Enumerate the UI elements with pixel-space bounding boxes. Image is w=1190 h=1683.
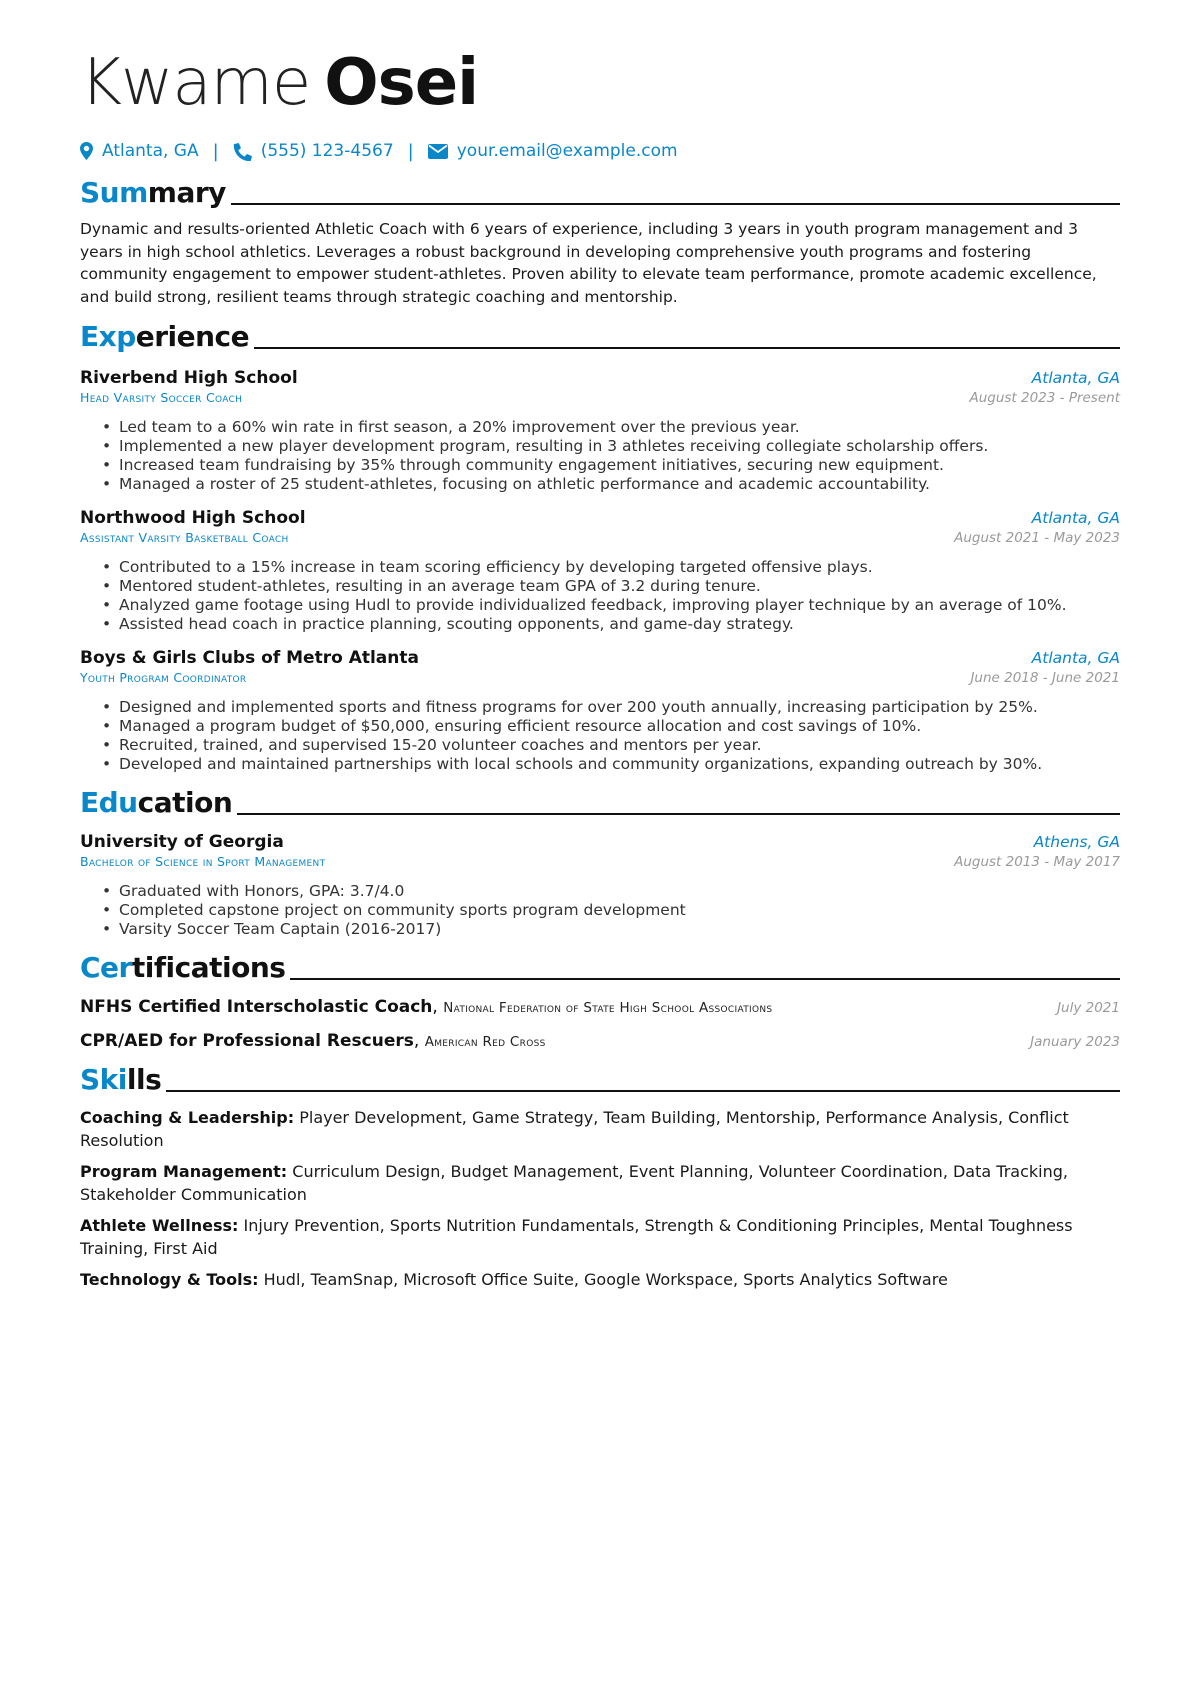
- entry-bullets: [102, 558, 1120, 634]
- skill-list: Curriculum Design, Budget Management, Event Planning, Volunteer Coordination, Data Tracking, Stakeholder Communication: [80, 1162, 1068, 1204]
- experience-entry: [80, 508, 1120, 634]
- entry-location: Atlanta, GA: [1031, 509, 1120, 527]
- contact-separator: |: [212, 140, 219, 162]
- entry-location: Athens, GA: [1033, 833, 1120, 851]
- entry-organization: Boys & Girls Clubs of Metro Atlanta: [80, 648, 419, 668]
- skill-category: Technology & Tools:: [80, 1270, 259, 1289]
- section-title: Skills: [80, 1063, 162, 1096]
- bullet-item: • Recruited, trained, and supervised 15-20 volunteer coaches and mentors per year.: [102, 736, 1120, 755]
- skill-row: [80, 1161, 1120, 1206]
- contact-separator: |: [407, 140, 414, 162]
- skill-row: [80, 1269, 1120, 1292]
- contact-email[interactable]: your.email@example.com: [456, 141, 678, 161]
- cert-name: NFHS Certified Interscholastic Coach: [80, 997, 433, 1017]
- contact-location: Atlanta, GA: [102, 141, 199, 161]
- experience-list: [80, 368, 1120, 774]
- skill-category: Program Management:: [80, 1162, 288, 1181]
- bullet-item: • Completed capstone project on community sports program development: [102, 901, 1120, 920]
- entry-dates: June 2018 - June 2021: [970, 670, 1120, 686]
- entry-location: Atlanta, GA: [1031, 369, 1120, 387]
- bullet-item: • Mentored student-athletes, resulting in an average team GPA of 3.2 during tenure.: [102, 577, 1120, 596]
- last-name: Osei: [324, 46, 479, 120]
- entry-location: Atlanta, GA: [1031, 649, 1120, 667]
- skill-row: [80, 1107, 1120, 1152]
- entry-dates: August 2013 - May 2017: [954, 854, 1120, 870]
- entry-organization: University of Georgia: [80, 832, 284, 852]
- phone-icon: [233, 142, 252, 161]
- summary-heading: [80, 172, 1120, 210]
- cert-comma: ,: [413, 1031, 425, 1051]
- experience-heading: [80, 316, 1120, 354]
- bullet-item: • Implemented a new player development program, resulting in 3 athletes receiving collegiate scholarship offers.: [102, 437, 1120, 456]
- bullet-item: • Graduated with Honors, GPA: 3.7/4.0: [102, 882, 1120, 901]
- bullet-item: • Analyzed game footage using Hudl to provide individualized feedback, improving player technique by an average of 10%.: [102, 596, 1120, 615]
- cert-date: January 2023: [1030, 1034, 1120, 1050]
- bullet-item: • Contributed to a 15% increase in team scoring efficiency by developing targeted offensive plays.: [102, 558, 1120, 577]
- section-divider: [166, 1090, 1120, 1092]
- bullet-item: • Designed and implemented sports and fitness programs for over 200 youth annually, increasing participation by 25%.: [102, 698, 1120, 717]
- entry-role: Bachelor of Science in Sport Management: [80, 854, 326, 869]
- entry-organization: Riverbend High School: [80, 368, 298, 388]
- skill-list: Player Development, Game Strategy, Team Building, Mentorship, Performance Analysis, Conflict Resolution: [80, 1108, 1069, 1150]
- skill-list: Hudl, TeamSnap, Microsoft Office Suite, Google Workspace, Sports Analytics Software: [263, 1270, 948, 1289]
- skill-row: [80, 1215, 1120, 1260]
- contact-bar: [80, 138, 1120, 164]
- contact-phone[interactable]: (555) 123-4567: [260, 141, 394, 161]
- bullet-item: • Managed a program budget of $50,000, ensuring efficient resource allocation and cost savings of 10%.: [102, 717, 1120, 736]
- bullet-item: • Led team to a 60% win rate in first season, a 20% improvement over the previous year.: [102, 418, 1120, 437]
- skill-category: Athlete Wellness:: [80, 1216, 239, 1235]
- entry-role: Head Varsity Soccer Coach: [80, 390, 243, 405]
- entry-bullets: [102, 418, 1120, 494]
- experience-entry: [80, 368, 1120, 494]
- skills-heading: [80, 1059, 1120, 1097]
- bullet-item: • Assisted head coach in practice planning, scouting opponents, and game-day strategy.: [102, 615, 1120, 634]
- section-divider: [254, 347, 1120, 349]
- map-pin-icon: [80, 142, 93, 160]
- skill-category: Coaching & Leadership:: [80, 1108, 295, 1127]
- candidate-name: [80, 44, 1120, 122]
- entry-bullets: [102, 698, 1120, 774]
- bullet-item: • Developed and maintained partnerships with local schools and community organizations, expanding outreach by 30%.: [102, 755, 1120, 774]
- resume-page: [80, 44, 1120, 1292]
- bullet-item: • Managed a roster of 25 student-athletes, focusing on athletic performance and academic accountability.: [102, 475, 1120, 494]
- certifications-heading: [80, 947, 1120, 985]
- section-title: Experience: [80, 320, 250, 353]
- entry-dates: August 2021 - May 2023: [954, 530, 1120, 546]
- cert-date: July 2021: [1057, 1000, 1120, 1016]
- bullet-item: • Varsity Soccer Team Captain (2016-2017): [102, 920, 1120, 939]
- cert-issuer: National Federation of State High School Associations: [443, 1000, 773, 1016]
- entry-bullets: [102, 882, 1120, 939]
- section-title: Summary: [80, 176, 226, 209]
- bullet-item: • Increased team fundraising by 35% through community engagement initiatives, securing new equipment.: [102, 456, 1120, 475]
- section-divider: [237, 813, 1120, 815]
- section-divider: [231, 203, 1120, 205]
- summary-text: Dynamic and results-oriented Athletic Coach with 6 years of experience, including 3 years in youth program management and 3 years in high school athletics. Leverages a robust background in developing comprehensive youth programs and fostering community engagement to empower student-athletes. Proven ability to elevate team performance, promote academic excellence, and build strong, resilient teams through strategic coaching and mentorship.: [80, 220, 1097, 306]
- certification-item: [80, 997, 1120, 1017]
- cert-name: CPR/AED for Professional Rescuers: [80, 1031, 414, 1051]
- section-title: Education: [80, 786, 233, 819]
- skill-list: Injury Prevention, Sports Nutrition Fundamentals, Strength & Conditioning Principles, Mental Toughness Training, First Aid: [80, 1216, 1073, 1258]
- education-entry: [80, 832, 1120, 939]
- cert-comma: ,: [432, 997, 444, 1017]
- entry-organization: Northwood High School: [80, 508, 306, 528]
- envelope-icon: [428, 144, 448, 159]
- experience-entry: [80, 648, 1120, 774]
- entry-role: Assistant Varsity Basketball Coach: [80, 530, 289, 545]
- certification-item: [80, 1031, 1120, 1051]
- entry-dates: August 2023 - Present: [969, 390, 1120, 406]
- entry-role: Youth Program Coordinator: [80, 670, 247, 685]
- first-name: Kwame: [80, 46, 311, 120]
- section-divider: [290, 978, 1120, 980]
- section-title: Certifications: [80, 951, 286, 984]
- education-heading: [80, 782, 1120, 820]
- cert-issuer: American Red Cross: [424, 1034, 546, 1050]
